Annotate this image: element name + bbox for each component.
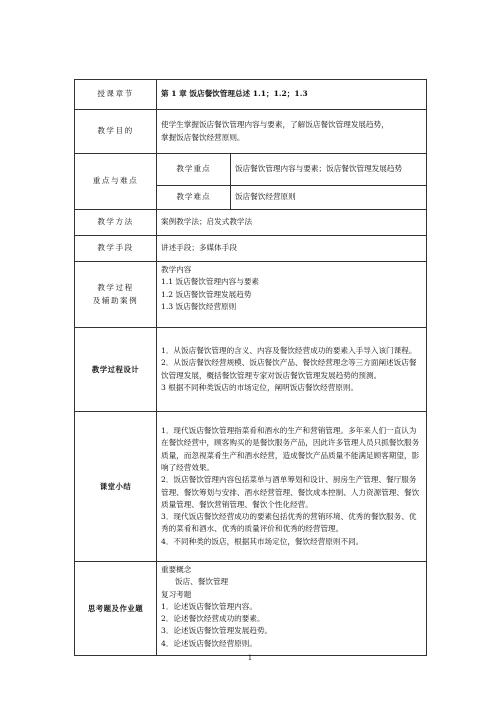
teaching-process-line: 1.3 饭店餐饮经营原则	[161, 301, 237, 311]
key-difficulty-label: 重点与难点	[75, 154, 157, 210]
teaching-process-line: 教学内容	[161, 265, 192, 274]
teaching-goal-value	[157, 110, 427, 154]
review-item: 4．论述饭店餐饮经营原则。	[161, 638, 257, 648]
teaching-method-value: 案例教学法；启发式教学法	[157, 210, 427, 236]
row-process-design	[75, 328, 427, 412]
focus-value: 饭店餐饮管理内容与要素；饭店餐饮管理发展趋势	[231, 154, 427, 186]
teaching-goal-line: 使学生掌握饭店餐饮管理内容与要素，了解饭店餐饮管理发展趋势，	[161, 120, 389, 130]
review-item: 3．论述饭店餐饮管理发展趋势。	[161, 626, 273, 636]
row-key-focus	[75, 154, 427, 186]
teaching-goal-label: 教学目的	[75, 110, 157, 154]
lesson-chapter-value: 第 1 章 饭店餐饮管理总述 1.1；1.2；1.3	[157, 80, 427, 110]
row-homework	[75, 562, 427, 656]
class-summary-value	[157, 412, 427, 562]
process-design-value	[157, 328, 427, 412]
teaching-process-line: 1.2 饭店餐饮管理发展趋势	[161, 289, 252, 299]
lesson-chapter-label: 授课章节	[75, 80, 157, 110]
row-teaching-goal	[75, 110, 427, 154]
teaching-process-value	[157, 262, 427, 328]
focus-label: 教学重点	[157, 154, 231, 186]
class-summary-label: 课堂小结	[75, 412, 157, 562]
difficulty-label: 教学难点	[157, 186, 231, 210]
row-class-summary	[75, 412, 427, 562]
homework-label: 思考题及作业题	[75, 562, 157, 656]
class-summary-item: 4．不同种类的饭店，根据其市场定位，餐饮经营原则不同。	[161, 536, 364, 546]
class-summary-item: 1．现代饭店餐饮管理指菜肴和酒水的生产和营销管理。多年来人们一直认为在餐饮经营中，顾客购买的是餐饮服务产品，因此许多管理人员只抓餐饮服务质量，而忽视菜肴生产和酒水经营，造成餐饮产品质量不能满足顾客期望，影响了经营效果。	[161, 426, 420, 472]
review-title: 复习考题	[161, 589, 192, 599]
teaching-process-label	[75, 262, 157, 328]
process-design-item: 2．从饭店餐饮经营规模、饭店餐饮产品、餐饮经营理念等三方面阐述饭店餐饮管理发展，概括餐饮管理专家对饭店餐饮管理发展趋势的预测。	[161, 358, 417, 380]
homework-value	[157, 562, 427, 656]
process-design-item: 3 根据不同种类饭店的市场定位，阐明饭店餐饮经营原则。	[161, 382, 359, 392]
teaching-process-label-line: 教学过程	[97, 283, 134, 293]
row-teaching-means	[75, 236, 427, 262]
teaching-process-label-line: 及辅助案例	[92, 295, 139, 305]
teaching-means-label: 教学手段	[75, 236, 157, 262]
class-summary-item: 3．现代饭店餐饮经营成功的要素包括优秀的营销环境、优秀的餐饮服务、优秀的菜肴和酒水、优秀的质量评价和优秀的经营管理。	[161, 512, 417, 534]
teaching-method-label: 教学方法	[75, 210, 157, 236]
row-teaching-method	[75, 210, 427, 236]
review-item: 1．论述饭店餐饮管理内容。	[161, 601, 257, 611]
teaching-process-line: 1.1 饭店餐饮管理内容与要素	[161, 277, 260, 287]
difficulty-value: 饭店餐饮经营原则	[231, 186, 427, 210]
class-summary-item: 2．饭店餐饮管理内容包括菜单与酒单筹划和设计、厨房生产管理、餐厅服务管理、餐饮筹划与安排、酒水经营管理、餐饮成本控制、人力资源管理、餐饮质量管理、餐饮营销管理、餐饮个性化经营。	[161, 475, 420, 509]
concept-title: 重要概念	[161, 565, 192, 574]
row-teaching-process	[75, 262, 427, 328]
teaching-means-value: 讲述手段；多媒体手段	[157, 236, 427, 262]
page-number: 1	[247, 654, 253, 662]
teaching-goal-line: 掌握饭店餐饮经营原则。	[161, 132, 245, 142]
lesson-plan-table	[74, 79, 427, 656]
review-item: 2．论述餐饮经营成功的要素。	[161, 614, 265, 624]
process-design-label: 教学过程设计	[75, 328, 157, 412]
row-lesson-chapter	[75, 80, 427, 110]
concept-item: 饭店、餐饮管理	[175, 577, 229, 587]
process-design-item: 1．从饭店餐饮管理的含义、内容及餐饮经营成功的要素入手导入该门课程。	[161, 345, 417, 355]
